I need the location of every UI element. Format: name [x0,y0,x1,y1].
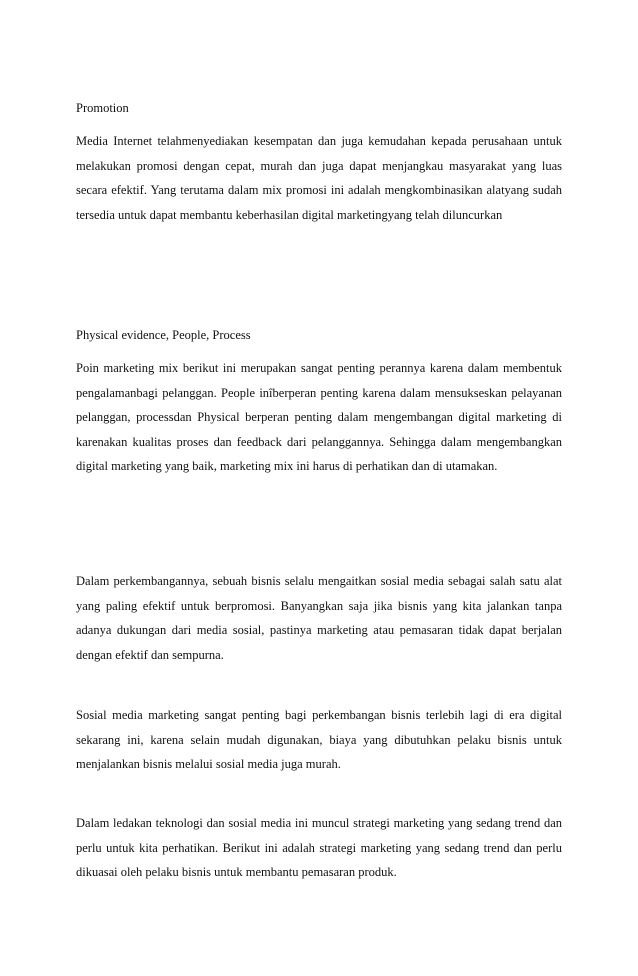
section-heading-physical-evidence: Physical evidence, People, Process [76,328,251,342]
paragraph-promotion: Media Internet telahmenyediakan kesempatan dan juga kemudahan kepada perusahaan untuk melakukan promosi dengan cepat, murah dan juga dapat menjangkau masyarakat yang luas secara efektif. Yang terutama dalam mix promosi ini adalah mengkombinasikan alatyang sudah tersedia untuk dapat membantu keberhasilan digital marketingyang telah diluncurkan [76,134,562,222]
paragraph-social-media-development: Dalam perkembangannya, sebuah bisnis selalu mengaitkan sosial media sebagai salah satu alat yang paling efektif untuk berpromosi. Banyangkan saja jika bisnis yang kita jalankan tanpa adanya dukungan dari media sosial, pastinya marketing atau pemasaran tidak dapat berjalan dengan efektif dan sempurna. [76,574,562,662]
section-heading-promotion: Promotion [76,101,129,115]
paragraph-social-media-marketing: Sosial media marketing sangat penting bagi perkembangan bisnis terlebih lagi di era digital sekarang ini, karena selain mudah digunakan, biaya yang dibutuhkan pelaku bisnis untuk menjalankan bisnis melalui sosial media juga murah. [76,708,562,771]
paragraph-physical-evidence: Poin marketing mix berikut ini merupakan sangat penting perannya karena dalam membentuk pengalamanbagi pelanggan. People inîberperan penting karena dalam mensukseskan pelayanan pelanggan, processdan Physical berperan penting dalam mengembangan digital marketing di karenakan kualitas proses dan feedback dari pelanggannya. Sehingga dalam mengembangkan digital marketing yang baik, marketing mix ini harus di perhatikan dan di utamakan. [76,361,562,473]
paragraph-marketing-strategy: Dalam ledakan teknologi dan sosial media ini muncul strategi marketing yang sedang trend dan perlu untuk kita perhatikan. Berikut ini adalah strategi marketing yang sedang trend dan perlu dikuasai oleh pelaku bisnis untuk membantu pemasaran produk. [76,816,562,879]
